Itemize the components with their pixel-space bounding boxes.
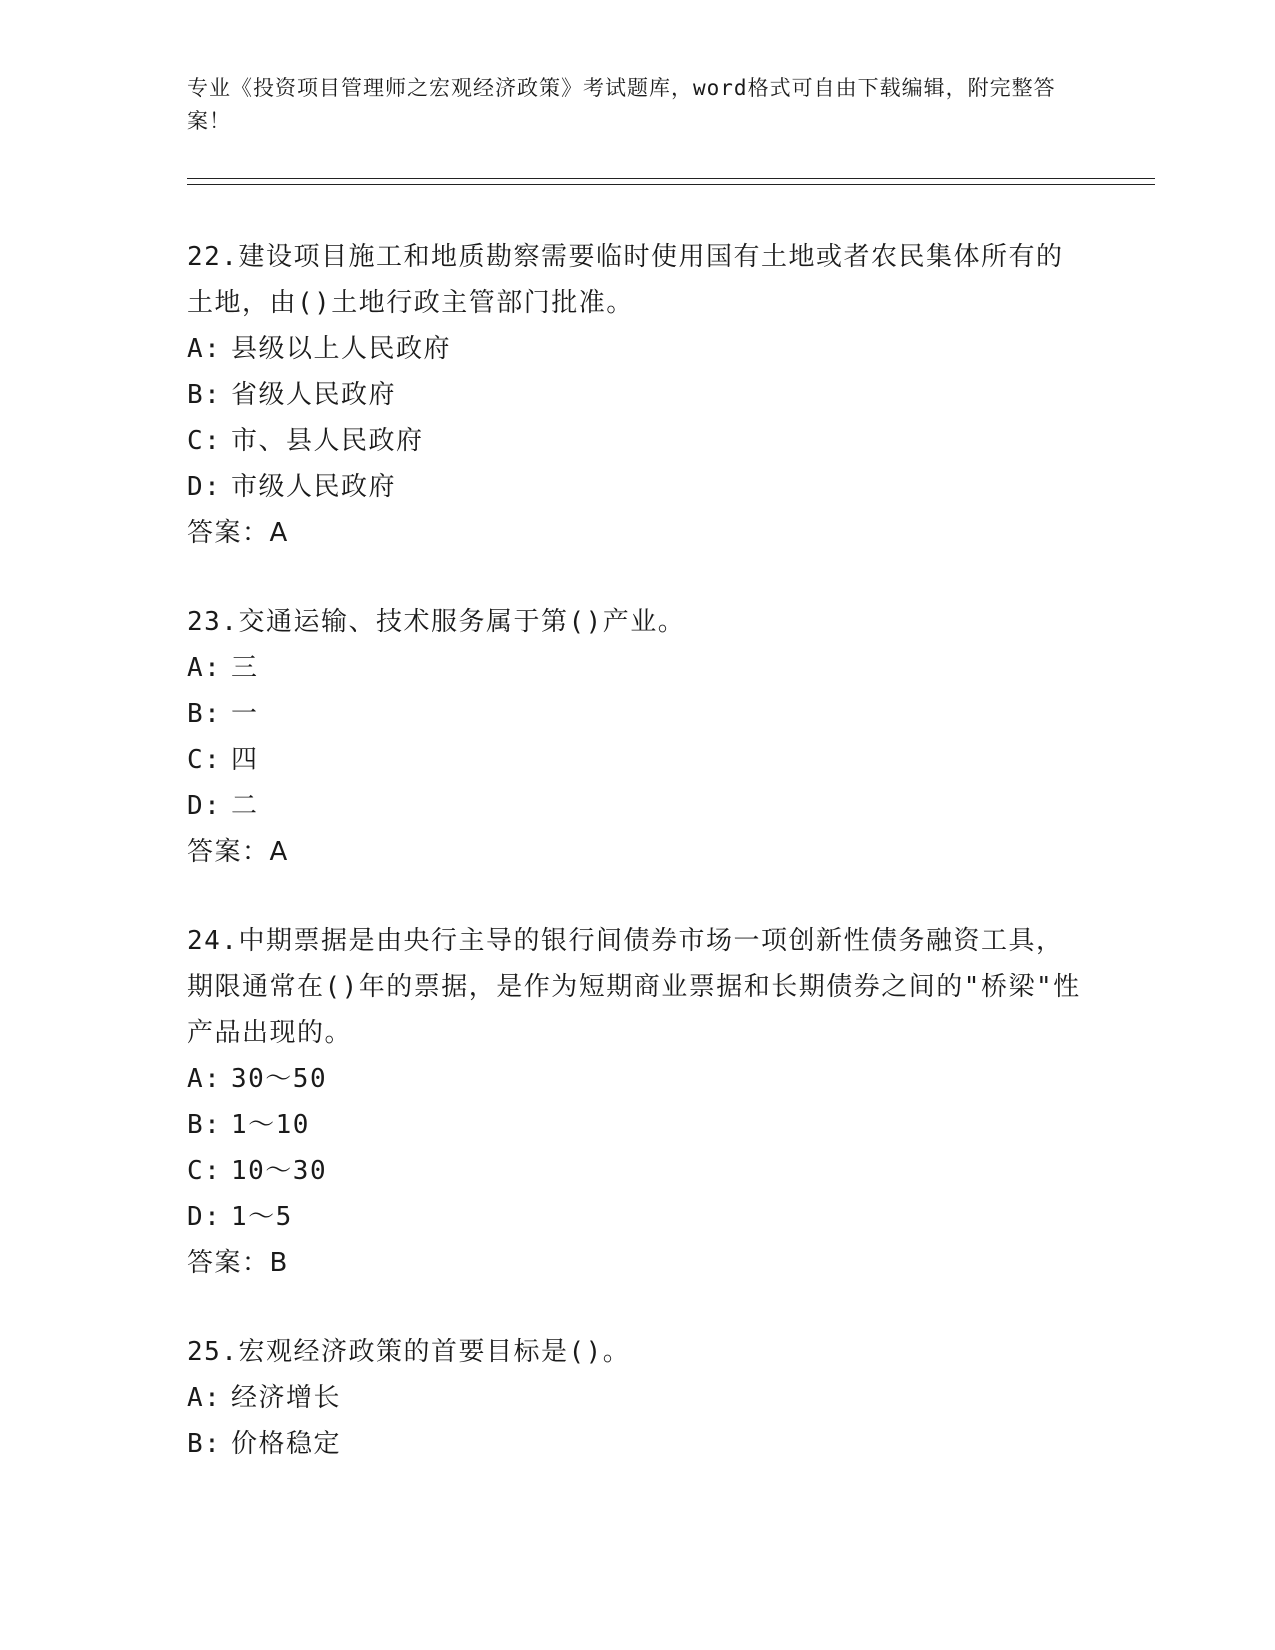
option-label: C:	[187, 426, 222, 456]
header-divider-bottom	[187, 184, 1155, 185]
option-label: D:	[187, 1202, 222, 1232]
option-b	[187, 1102, 1087, 1148]
option-text: 价格稳定	[231, 1429, 342, 1459]
option-a	[187, 1056, 1087, 1102]
option-label: B:	[187, 380, 222, 410]
option-label: D:	[187, 791, 222, 821]
option-text: 10～30	[231, 1156, 328, 1186]
question-25	[187, 1329, 1087, 1467]
option-text: 二	[231, 791, 259, 821]
document-intro: 专业《投资项目管理师之宏观经济政策》考试题库，word格式可自由下载编辑，附完整答案！	[187, 76, 1056, 133]
answer-line: 答案：A	[187, 518, 289, 548]
option-label: C:	[187, 1156, 222, 1186]
option-text: 经济增长	[231, 1383, 342, 1413]
option-label: A:	[187, 1064, 222, 1094]
option-c	[187, 737, 1087, 783]
option-c	[187, 418, 1087, 464]
option-b	[187, 691, 1087, 737]
option-label: C:	[187, 745, 222, 775]
question-23	[187, 599, 1087, 875]
option-text: 市、县人民政府	[231, 426, 424, 456]
answer-line: 答案：A	[187, 837, 289, 867]
option-text: 三	[231, 653, 259, 683]
question-stem: 25.宏观经济政策的首要目标是()。	[187, 1337, 631, 1367]
option-b	[187, 372, 1087, 418]
question-22	[187, 234, 1087, 556]
question-24	[187, 918, 1087, 1286]
option-a	[187, 326, 1087, 372]
option-label: A:	[187, 653, 222, 683]
option-label: B:	[187, 699, 222, 729]
option-label: A:	[187, 334, 222, 364]
option-text: 四	[231, 745, 259, 775]
option-d	[187, 1194, 1087, 1240]
option-c	[187, 1148, 1087, 1194]
option-text: 30～50	[231, 1064, 328, 1094]
question-stem: 22.建设项目施工和地质勘察需要临时使用国有土地或者农民集体所有的土地，由()土地行政主管部门批准。	[187, 242, 1064, 318]
question-stem: 23.交通运输、技术服务属于第()产业。	[187, 607, 686, 637]
option-text: 市级人民政府	[231, 472, 397, 502]
option-label: B:	[187, 1110, 222, 1140]
option-text: 1～10	[231, 1110, 310, 1140]
option-b	[187, 1421, 1087, 1467]
option-a	[187, 645, 1087, 691]
answer-line: 答案：B	[187, 1248, 289, 1278]
option-text: 1～5	[231, 1202, 293, 1232]
option-label: D:	[187, 472, 222, 502]
option-a	[187, 1375, 1087, 1421]
question-stem: 24.中期票据是由央行主导的银行间债券市场一项创新性债务融资工具，期限通常在()年的票据，是作为短期商业票据和长期债券之间的"桥梁"性产品出现的。	[187, 926, 1081, 1048]
option-label: A:	[187, 1383, 222, 1413]
option-text: 县级以上人民政府	[231, 334, 452, 364]
option-text: 省级人民政府	[231, 380, 397, 410]
option-d	[187, 783, 1087, 829]
option-text: 一	[231, 699, 259, 729]
option-d	[187, 464, 1087, 510]
header-divider-top	[187, 178, 1155, 179]
option-label: B:	[187, 1429, 222, 1459]
